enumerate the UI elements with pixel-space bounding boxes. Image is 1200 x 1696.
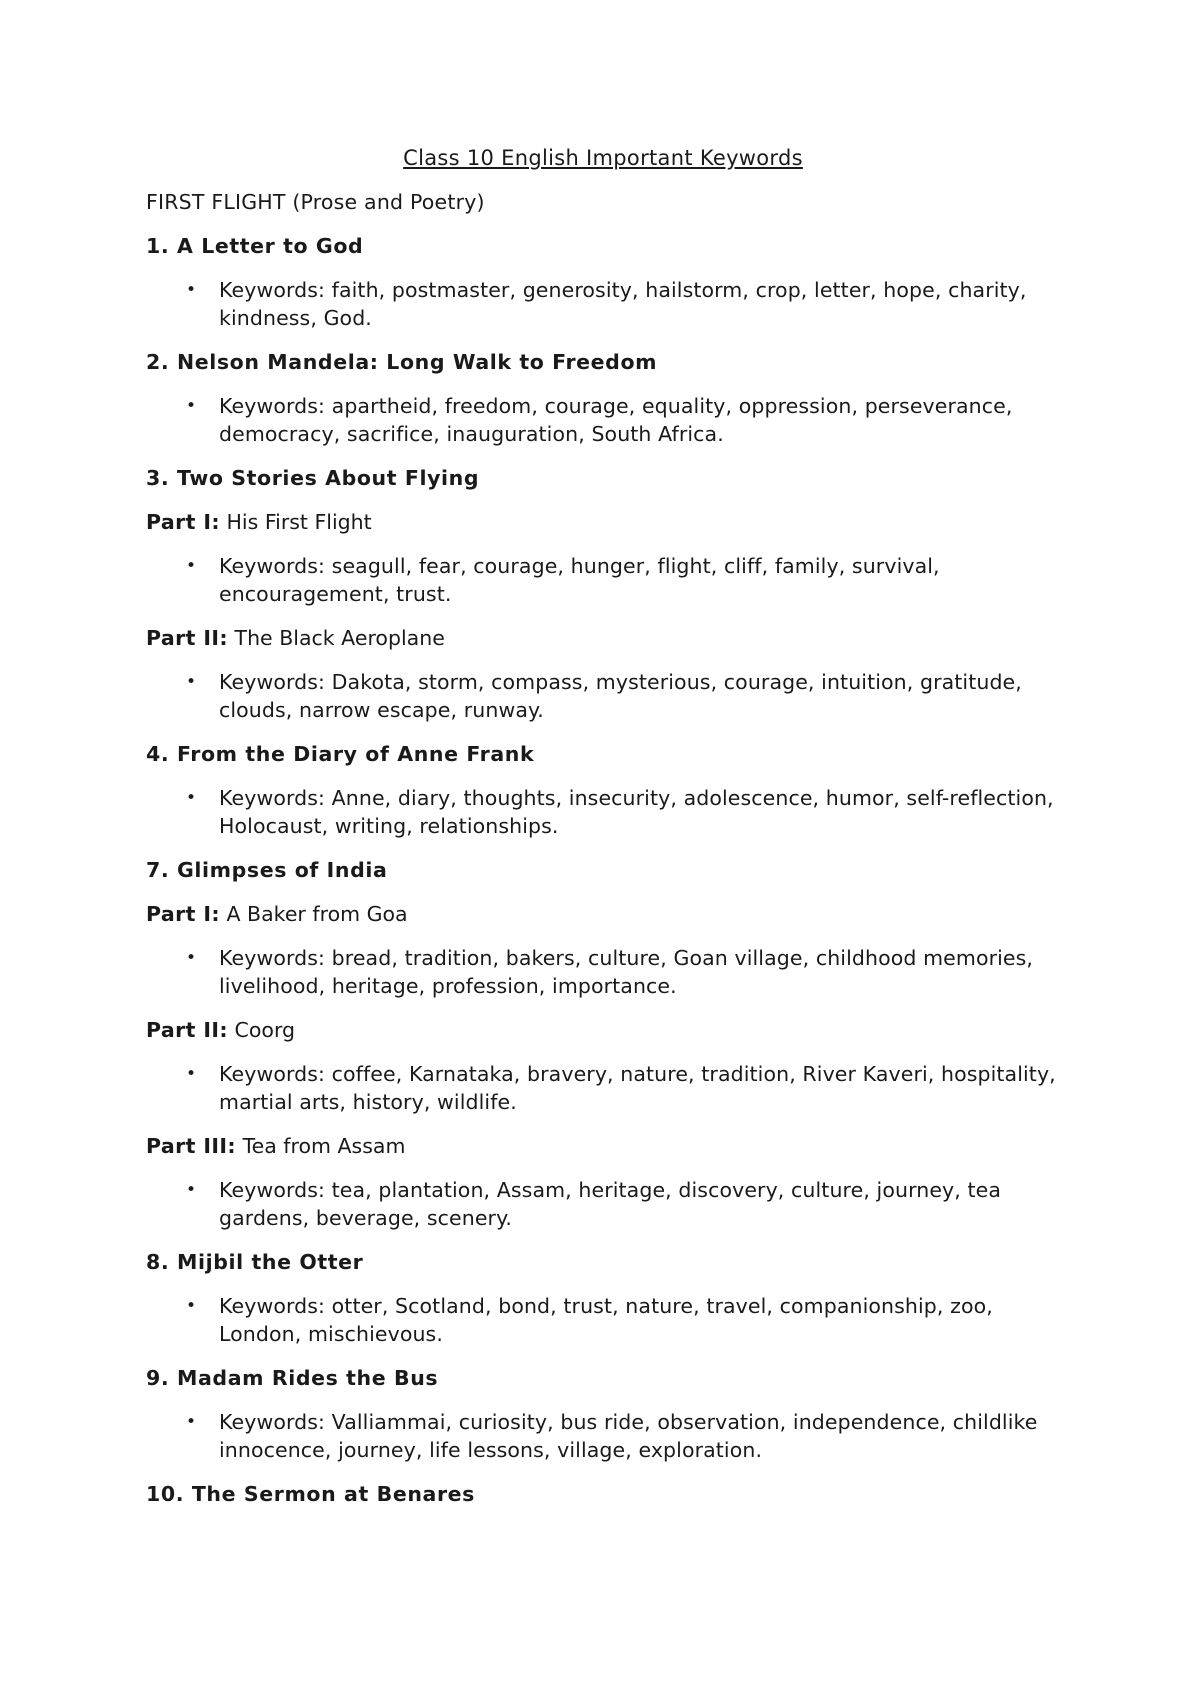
keyword-text: Keywords: Anne, diary, thoughts, insecurity, adolescence, humor, self-reflection, Holocaust, writing, relationships.	[219, 786, 1054, 838]
chapter-heading: 7. Glimpses of India	[146, 858, 388, 882]
keyword-item	[146, 1408, 1060, 1464]
keyword-text: Keywords: tea, plantation, Assam, heritage, discovery, culture, journey, tea gardens, beverage, scenery.	[219, 1178, 1002, 1230]
keyword-item	[146, 1060, 1060, 1116]
keyword-list	[146, 1176, 1060, 1232]
keyword-item	[146, 392, 1060, 448]
part-label: Part II:	[146, 626, 229, 650]
chapter-heading: 9. Madam Rides the Bus	[146, 1366, 439, 1390]
keyword-text: Keywords: coffee, Karnataka, bravery, nature, tradition, River Kaveri, hospitality, martial arts, history, wildlife.	[219, 1062, 1056, 1114]
part-line	[146, 624, 1060, 652]
keyword-list	[146, 944, 1060, 1000]
chapter-heading: 4. From the Diary of Anne Frank	[146, 742, 535, 766]
bullet-icon: •	[186, 1412, 197, 1432]
keyword-item	[146, 1176, 1060, 1232]
part-title: His First Flight	[226, 510, 372, 534]
bullet-icon: •	[186, 788, 197, 808]
keyword-text: Keywords: bread, tradition, bakers, culture, Goan village, childhood memories, livelihood, heritage, profession, importance.	[219, 946, 1034, 998]
keyword-list	[146, 668, 1060, 724]
keyword-list	[146, 1408, 1060, 1464]
keyword-item	[146, 668, 1060, 724]
keyword-text: Keywords: seagull, fear, courage, hunger, flight, cliff, family, survival, encouragement, trust.	[219, 554, 940, 606]
keyword-list	[146, 1060, 1060, 1116]
keyword-text: Keywords: Dakota, storm, compass, mysterious, courage, intuition, gratitude, clouds, narrow escape, runway.	[219, 670, 1022, 722]
keyword-item	[146, 784, 1060, 840]
keyword-list	[146, 392, 1060, 448]
keyword-item	[146, 276, 1060, 332]
part-line	[146, 1132, 1060, 1160]
part-label: Part I:	[146, 902, 220, 926]
bullet-icon: •	[186, 1180, 197, 1200]
part-line	[146, 508, 1060, 536]
bullet-icon: •	[186, 1064, 197, 1084]
bullet-icon: •	[186, 396, 197, 416]
book-heading: FIRST FLIGHT (Prose and Poetry)	[146, 190, 485, 214]
part-label: Part III:	[146, 1134, 237, 1158]
chapter-heading: 3. Two Stories About Flying	[146, 466, 480, 490]
bullet-icon: •	[186, 1296, 197, 1316]
keyword-item	[146, 552, 1060, 608]
chapter-heading: 8. Mijbil the Otter	[146, 1250, 364, 1274]
chapter-heading: 1. A Letter to God	[146, 234, 364, 258]
keyword-list	[146, 276, 1060, 332]
part-line	[146, 1016, 1060, 1044]
keyword-list	[146, 552, 1060, 608]
bullet-icon: •	[186, 556, 197, 576]
part-title: The Black Aeroplane	[234, 626, 445, 650]
keyword-text: Keywords: Valliammai, curiosity, bus ride, observation, independence, childlike innocence, journey, life lessons, village, exploration.	[219, 1410, 1038, 1462]
part-label: Part II:	[146, 1018, 229, 1042]
chapter-heading: 2. Nelson Mandela: Long Walk to Freedom	[146, 350, 658, 374]
keyword-list	[146, 784, 1060, 840]
document-title: Class 10 English Important Keywords	[403, 146, 803, 170]
chapter-heading: 10. The Sermon at Benares	[146, 1482, 475, 1506]
keyword-item	[146, 1292, 1060, 1348]
part-line	[146, 900, 1060, 928]
part-title: Coorg	[234, 1018, 296, 1042]
keyword-list	[146, 1292, 1060, 1348]
keyword-text: Keywords: otter, Scotland, bond, trust, nature, travel, companionship, zoo, London, mischievous.	[219, 1294, 993, 1346]
keyword-text: Keywords: faith, postmaster, generosity, hailstorm, crop, letter, hope, charity, kindness, God.	[219, 278, 1027, 330]
part-label: Part I:	[146, 510, 220, 534]
keyword-text: Keywords: apartheid, freedom, courage, equality, oppression, perseverance, democracy, sacrifice, inauguration, South Africa.	[219, 394, 1013, 446]
part-title: A Baker from Goa	[226, 902, 408, 926]
part-title: Tea from Assam	[242, 1134, 406, 1158]
bullet-icon: •	[186, 948, 197, 968]
keyword-item	[146, 944, 1060, 1000]
bullet-icon: •	[186, 280, 197, 300]
bullet-icon: •	[186, 672, 197, 692]
